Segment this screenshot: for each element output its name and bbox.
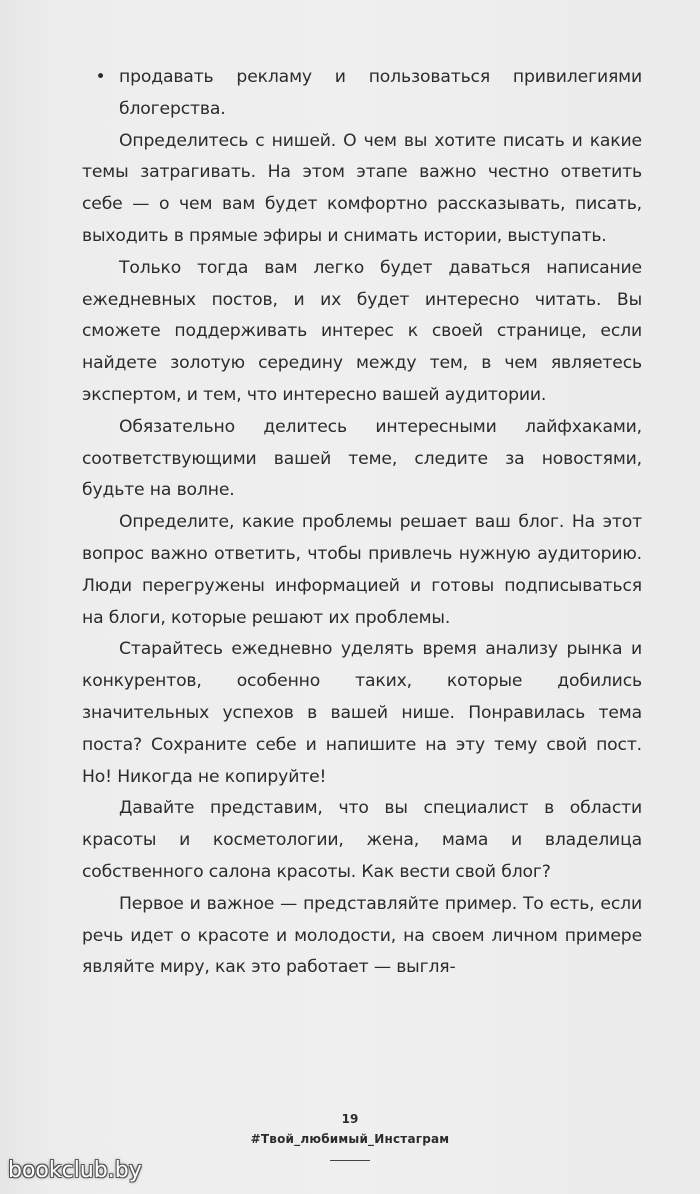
- paragraph: Только тогда вам легко будет даваться написание ежедневных постов, и их будет интересно читать. Вы сможете поддерживать интерес к своей странице, если найдете золотую середину между тем, в чем являетесь экспертом, и тем, что интересно вашей аудитории.: [82, 257, 642, 405]
- running-title: #Твой_любимый_Инстаграм: [250, 1132, 450, 1146]
- paragraph-text: продавать рекламу и пользоваться привилегиями блогерства.: [119, 67, 642, 119]
- page-number: 19: [341, 1112, 359, 1126]
- paragraph: Старайтесь ежедневно уделять время анализу рынка и конкурентов, особенно таких, которые добились значительных успехов в вашей нише. Понравилась тема поста? Сохраните себе и напишите на эту тему свой пост. Но! Никогда не копируйте!: [82, 639, 642, 787]
- paragraph: Обязательно делитесь интересными лайфхаками, соответствующими вашей теме, следите за новостями, будьте на волне.: [82, 416, 642, 501]
- paragraph: Первое и важное — представляйте пример. То есть, если речь идет о красоте и молодости, на своем личном примере являйте миру, как это работает — выгля-: [82, 893, 642, 978]
- bullet-icon: •: [95, 67, 106, 87]
- bullet-paragraph: [82, 62, 642, 126]
- paragraph: Давайте представим, что вы специалист в области красоты и косметологии, жена, мама и владелица собственного салона красоты. Как вести свой блог?: [82, 798, 642, 882]
- body-text: [82, 62, 642, 984]
- watermark: bookclub.by: [8, 1158, 142, 1183]
- paragraph: Определите, какие проблемы решает ваш блог. На этот вопрос важно ответить, чтобы привлечь нужную аудиторию. Люди перегружены информацией и готовы подписываться на блоги, которые решают их проблемы.: [82, 512, 642, 628]
- footer-rule: [330, 1160, 370, 1161]
- paragraph: Определитесь с нишей. О чем вы хотите писать и какие темы затрагивать. На этом этапе важно честно ответить себе — о чем вам будет комфортно рассказывать, писать, выходить в прямые эфиры и снимать истории, выступать.: [82, 130, 642, 246]
